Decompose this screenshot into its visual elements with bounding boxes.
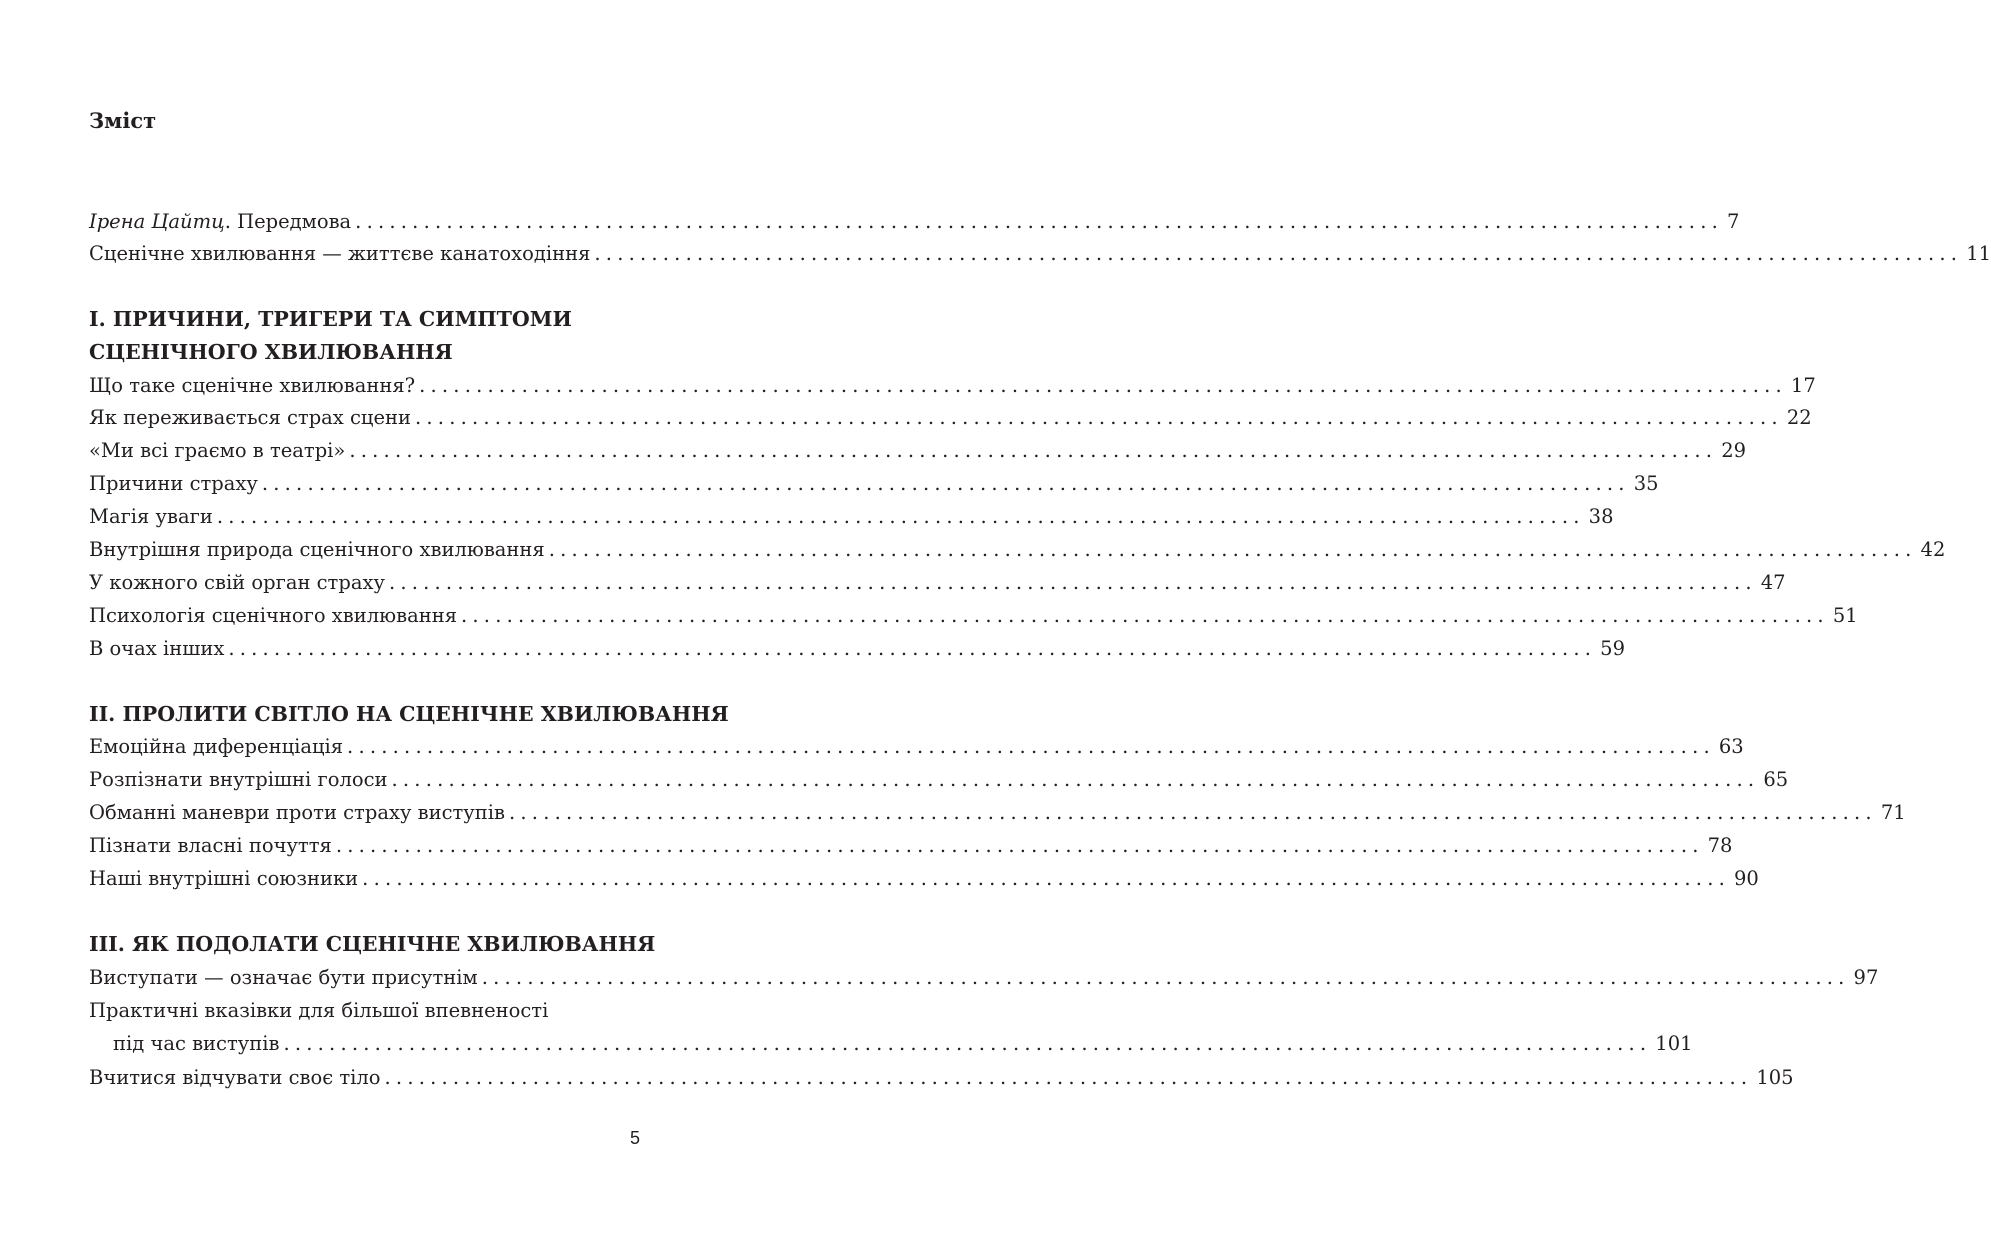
toc-page-number: 59: [1600, 637, 1625, 660]
toc-entry-label: Наші внутрішні союзники: [89, 867, 359, 890]
dot-leader: ........................................................................................................................: [391, 768, 1760, 791]
toc-page-number: 7: [1727, 210, 1740, 233]
toc-entry[interactable]: [89, 402, 1812, 434]
toc-entry[interactable]: [89, 962, 1879, 994]
toc-entry[interactable]: [89, 238, 1991, 270]
toc-entry-label: У кожного свій орган страху: [89, 571, 385, 594]
toc-entry-label: Магія уваги: [89, 505, 213, 528]
toc-entry-label: Вчитися відчувати своє тіло: [89, 1066, 381, 1089]
toc-page-number: 35: [1633, 472, 1659, 495]
toc-entry[interactable]: [89, 830, 1733, 862]
toc-entry-author: Ірена Цайтц: [89, 210, 225, 233]
dot-leader: ........................................................................................................................: [349, 439, 1718, 462]
toc-page-number: 71: [1880, 801, 1906, 824]
page-number: 5: [630, 1128, 641, 1148]
toc-page-number: 101: [1655, 1032, 1693, 1055]
dot-leader: ........................................................................................................................: [216, 505, 1585, 528]
dot-leader: ........................................................................................................................: [481, 966, 1850, 989]
toc-entry-label: Виступати — означає бути присутнім: [89, 966, 478, 989]
section-heading: II. ПРОЛИТИ СВІТЛО НА СЦЕНІЧНЕ ХВИЛЮВАННЯ: [89, 702, 729, 726]
toc-page-number: 38: [1588, 505, 1614, 528]
page-title: Зміст: [89, 108, 157, 133]
toc-page-number: 17: [1790, 374, 1816, 397]
toc-page-number: 90: [1734, 867, 1759, 890]
dot-leader: ........................................................................................................................: [415, 406, 1783, 429]
toc-page-number: 65: [1763, 768, 1789, 791]
section-heading: СЦЕНІЧНОГО ХВИЛЮВАННЯ: [89, 340, 453, 364]
toc-entry-label: Як переживається страх сцени: [89, 406, 411, 429]
toc-entry[interactable]: [89, 731, 1744, 763]
dot-leader: ........................................................................................................................: [347, 735, 1715, 758]
toc-page-number: 42: [1920, 538, 1946, 561]
toc-page-number: 63: [1718, 735, 1744, 758]
toc-entry[interactable]: [89, 633, 1625, 665]
toc-entry[interactable]: [89, 863, 1759, 895]
toc-entry[interactable]: [113, 1028, 1693, 1060]
toc-page-number: 78: [1707, 834, 1733, 857]
dot-leader: ........................................................................................................................: [384, 1066, 1753, 1089]
dot-leader: ........................................................................................................................: [355, 210, 1723, 233]
toc-entry-label: Психологія сценічного хвилювання: [89, 604, 457, 627]
toc-page-number: 47: [1760, 571, 1786, 594]
dot-leader: ........................................................................................................................: [388, 571, 1757, 594]
dot-leader: ........................................................................................................................: [461, 604, 1829, 627]
toc-entry[interactable]: [89, 1062, 1794, 1094]
dot-leader: ........................................................................................................................: [335, 834, 1704, 857]
toc-entry[interactable]: [89, 370, 1816, 402]
toc-entry[interactable]: [89, 567, 1786, 599]
section-heading: I. ПРИЧИНИ, ТРИГЕРИ ТА СИМПТОМИ: [89, 307, 572, 331]
toc-page-number: 11: [1966, 242, 1991, 265]
toc-entry-label: Що таке сценічне хвилювання?: [89, 374, 416, 397]
toc-entry[interactable]: [89, 468, 1659, 500]
toc-entry-label: Сценічне хвилювання — життєве канатоходіння: [89, 242, 591, 265]
dot-leader: ........................................................................................................................: [594, 242, 1963, 265]
dot-leader: ........................................................................................................................: [362, 867, 1730, 890]
dot-leader: ........................................................................................................................: [261, 472, 1630, 495]
toc-page-number: 97: [1853, 966, 1879, 989]
toc-entry-label: Обманні маневри проти страху виступів: [89, 801, 505, 824]
toc-entry-label: Ірена Цайтц. Передмова: [89, 210, 352, 233]
toc-entry-label: Розпізнати внутрішні голоси: [89, 768, 388, 791]
toc-entry-label: «Ми всі граємо в театрі»: [89, 439, 346, 462]
toc-entry-label: В очах інших: [89, 637, 225, 660]
dot-leader: ........................................................................................................................: [509, 801, 1877, 824]
dot-leader: ........................................................................................................................: [419, 374, 1787, 397]
toc-page-number: 29: [1721, 439, 1747, 462]
toc-entry[interactable]: [89, 435, 1747, 467]
toc-entry-label: під час виступів: [113, 1032, 280, 1055]
toc-entry[interactable]: [89, 534, 1946, 566]
toc-entry-preface[interactable]: [89, 206, 1740, 238]
toc-entry-label: Пізнати власні почуття: [89, 834, 332, 857]
toc-page-number: 22: [1786, 406, 1812, 429]
toc-entry[interactable]: [89, 797, 1906, 829]
section-heading: III. ЯК ПОДОЛАТИ СЦЕНІЧНЕ ХВИЛЮВАННЯ: [89, 932, 656, 956]
toc-entry-label-line[interactable]: Практичні вказівки для більшої впевненості: [89, 999, 549, 1022]
toc-entry[interactable]: [89, 600, 1858, 632]
dot-leader: ........................................................................................................................: [228, 637, 1597, 660]
dot-leader: ........................................................................................................................: [548, 538, 1917, 561]
toc-entry[interactable]: [89, 764, 1789, 796]
toc-entry-label: Емоційна диференціація: [89, 735, 344, 758]
toc-entry-label: Внутрішня природа сценічного хвилювання: [89, 538, 545, 561]
toc-page-number: 105: [1756, 1066, 1794, 1089]
toc-entry-label: Причини страху: [89, 472, 258, 495]
toc-entry[interactable]: [89, 501, 1614, 533]
toc-page-number: 51: [1832, 604, 1858, 627]
dot-leader: ........................................................................................................................: [283, 1032, 1652, 1055]
